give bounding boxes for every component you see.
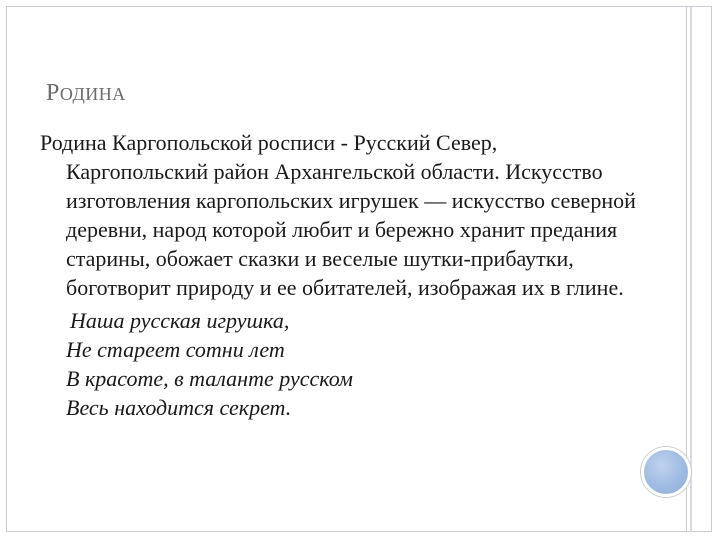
slide-title-rest: ОДИНА bbox=[59, 84, 126, 104]
body-paragraph: Родина Каргопольской росписи - Русский Север, Каргопольский район Архангельской области. Искусство изготовления каргопольских игрушек — искусство северной деревни, народ которой любит и бережно хранит предания старины, обожает сказки и веселые шутки-прибаутки, боготворит природу и ее обитателей, изображая их в глине. bbox=[40, 130, 636, 300]
slide-border-line bbox=[690, 7, 692, 532]
poem bbox=[66, 306, 640, 422]
slide-title-initial: Р bbox=[46, 80, 60, 106]
slide-title bbox=[46, 80, 126, 107]
slide-body bbox=[40, 128, 640, 422]
poem-line: Не стареет сотни лет bbox=[66, 337, 285, 362]
slide-border-line bbox=[686, 7, 687, 532]
poem-line: Весь находится секрет. bbox=[66, 395, 292, 420]
decorative-circle bbox=[641, 447, 691, 497]
poem-line: Наша русская игрушка, bbox=[70, 308, 290, 333]
poem-line: В красоте, в таланте русском bbox=[66, 366, 353, 391]
